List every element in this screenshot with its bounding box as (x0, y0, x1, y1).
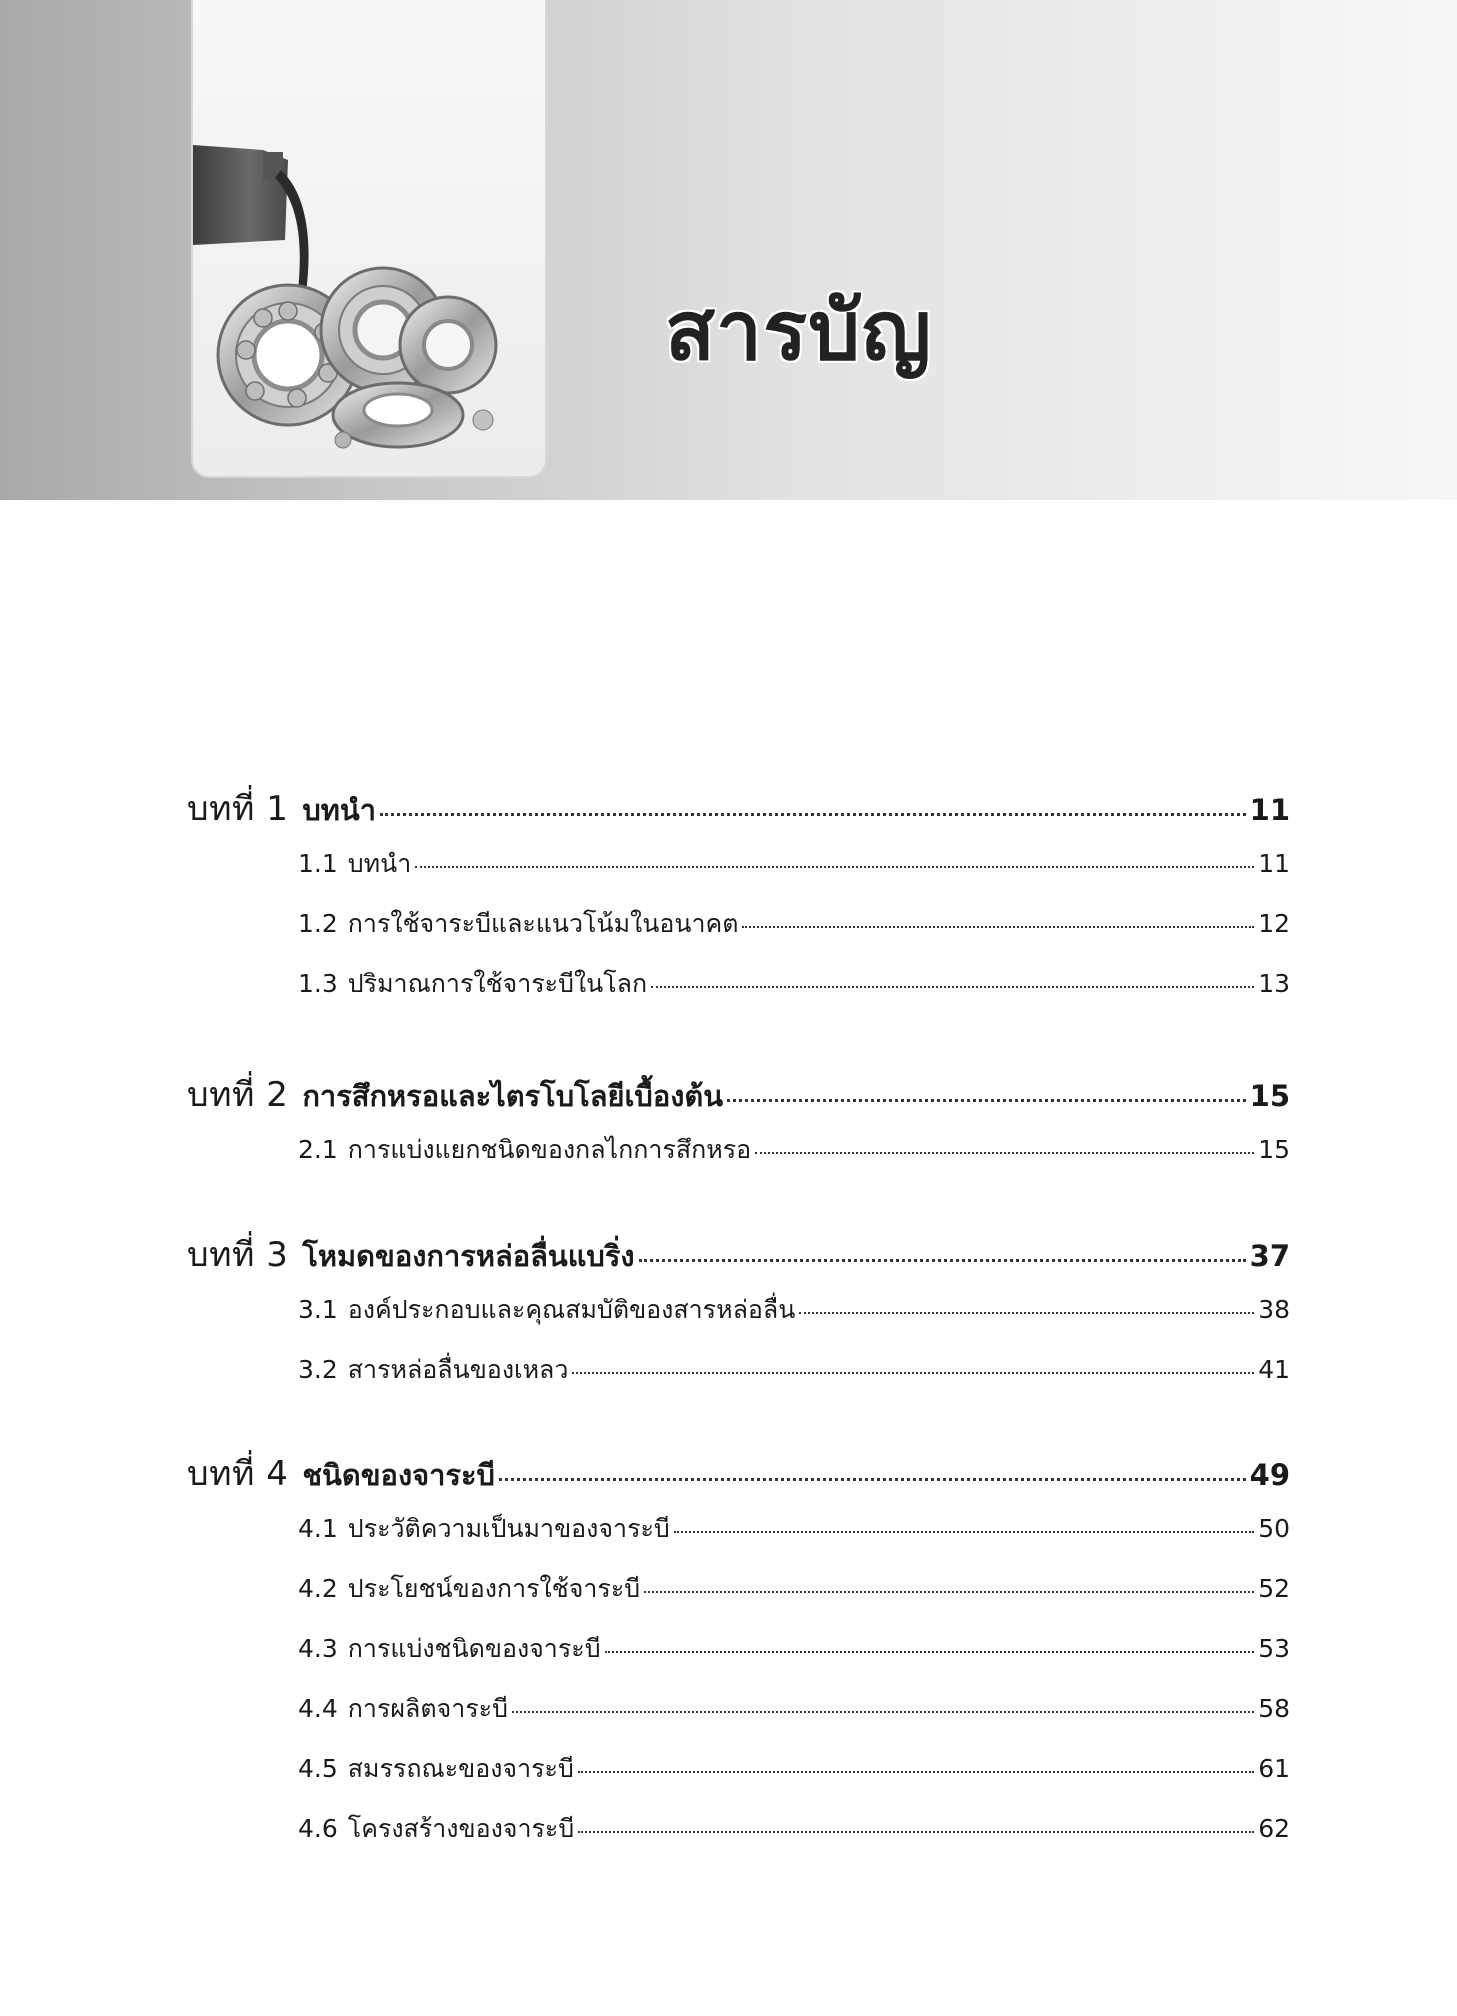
section-number: 4.2 (298, 1574, 338, 1603)
dot-leader (651, 986, 1254, 988)
section-page-number: 61 (1258, 1754, 1290, 1783)
bearings-illustration (191, 0, 547, 478)
section-row[interactable] (298, 1809, 1290, 1849)
dot-leader (674, 1531, 1254, 1533)
section-page-number: 53 (1258, 1634, 1290, 1663)
section-row[interactable] (298, 1509, 1290, 1549)
section-number: 3.2 (298, 1355, 338, 1384)
dot-leader (499, 1478, 1246, 1481)
section-page-number: 52 (1258, 1574, 1290, 1603)
chapter-row[interactable] (187, 1227, 1290, 1281)
section-row[interactable] (298, 964, 1290, 1004)
section-title: สารหล่อลื่นของเหลว (347, 1355, 569, 1384)
chapter-title: การสึกหรอและไตรโบโลยีเบื้องต้น (302, 1079, 724, 1113)
section-number: 2.1 (298, 1135, 338, 1164)
bearings-oil-icon (193, 0, 547, 478)
chapter-page-number: 15 (1249, 1079, 1290, 1113)
page-title: สารบัญ (665, 284, 933, 379)
section-page-number: 50 (1258, 1514, 1290, 1543)
section-title: ประโยชน์ของการใช้จาระบี (347, 1574, 641, 1603)
section-page-number: 13 (1258, 969, 1290, 998)
dot-leader (644, 1591, 1254, 1593)
chapter-number: บทที่ 4 (187, 1454, 289, 1494)
dot-leader (727, 1099, 1246, 1102)
section-title: บทนำ (347, 849, 412, 878)
section-page-number: 58 (1258, 1694, 1290, 1723)
section-row[interactable] (298, 1629, 1290, 1669)
section-page-number: 38 (1258, 1295, 1290, 1324)
chapter-page-number: 37 (1249, 1239, 1290, 1273)
section-number: 1.2 (298, 909, 338, 938)
section-row[interactable] (298, 1290, 1290, 1330)
section-number: 1.3 (298, 969, 338, 998)
chapter-page-number: 49 (1249, 1458, 1290, 1492)
section-number: 4.1 (298, 1514, 338, 1543)
section-page-number: 11 (1258, 849, 1290, 878)
section-number: 4.4 (298, 1694, 338, 1723)
section-row[interactable] (298, 1749, 1290, 1789)
chapter-title: ชนิดของจาระบี (302, 1458, 495, 1492)
section-title: องค์ประกอบและคุณสมบัติของสารหล่อลื่น (347, 1295, 796, 1324)
dot-leader (578, 1771, 1254, 1773)
section-title: สมรรถณะของจาระบี (347, 1754, 574, 1783)
chapter-title: โหมดของการหล่อลื่นแบริ่ง (302, 1239, 635, 1273)
section-row[interactable] (298, 1350, 1290, 1390)
dot-leader (742, 926, 1254, 928)
chapter-row[interactable] (187, 1067, 1290, 1121)
dot-leader (639, 1259, 1246, 1262)
section-page-number: 62 (1258, 1814, 1290, 1843)
section-number: 4.3 (298, 1634, 338, 1663)
dot-leader (572, 1372, 1254, 1374)
dot-leader (415, 866, 1254, 868)
dot-leader (605, 1651, 1255, 1653)
section-title: ประวัติความเป็นมาของจาระบี (347, 1514, 670, 1543)
chapter-row[interactable] (187, 1446, 1290, 1500)
chapter-row[interactable] (187, 781, 1290, 835)
dot-leader (578, 1831, 1254, 1833)
dot-leader (799, 1312, 1254, 1314)
section-row[interactable] (298, 1130, 1290, 1170)
section-title: การแบ่งแยกชนิดของกลไกการสึกหรอ (347, 1135, 752, 1164)
section-row[interactable] (298, 1569, 1290, 1609)
section-title: การใช้จาระบีและแนวโน้มในอนาคต (347, 909, 739, 938)
chapter-number: บทที่ 3 (187, 1235, 289, 1275)
section-title: การแบ่งชนิดของจาระบี (347, 1634, 601, 1663)
section-number: 3.1 (298, 1295, 338, 1324)
section-page-number: 41 (1258, 1355, 1290, 1384)
section-row[interactable] (298, 1689, 1290, 1729)
section-title: ปริมาณการใช้จาระบีในโลก (347, 969, 648, 998)
dot-leader (755, 1152, 1254, 1154)
section-title: โครงสร้างของจาระบี (347, 1814, 575, 1843)
section-title: การผลิตจาระบี (347, 1694, 508, 1723)
chapter-title: บทนำ (302, 793, 376, 827)
chapter-number: บทที่ 2 (187, 1075, 289, 1115)
section-page-number: 15 (1258, 1135, 1290, 1164)
section-number: 4.5 (298, 1754, 338, 1783)
dot-leader (380, 813, 1246, 816)
section-row[interactable] (298, 844, 1290, 884)
chapter-page-number: 11 (1249, 793, 1290, 827)
dot-leader (512, 1711, 1254, 1713)
section-number: 4.6 (298, 1814, 338, 1843)
section-number: 1.1 (298, 849, 338, 878)
chapter-number: บทที่ 1 (187, 789, 289, 829)
section-page-number: 12 (1258, 909, 1290, 938)
section-row[interactable] (298, 904, 1290, 944)
